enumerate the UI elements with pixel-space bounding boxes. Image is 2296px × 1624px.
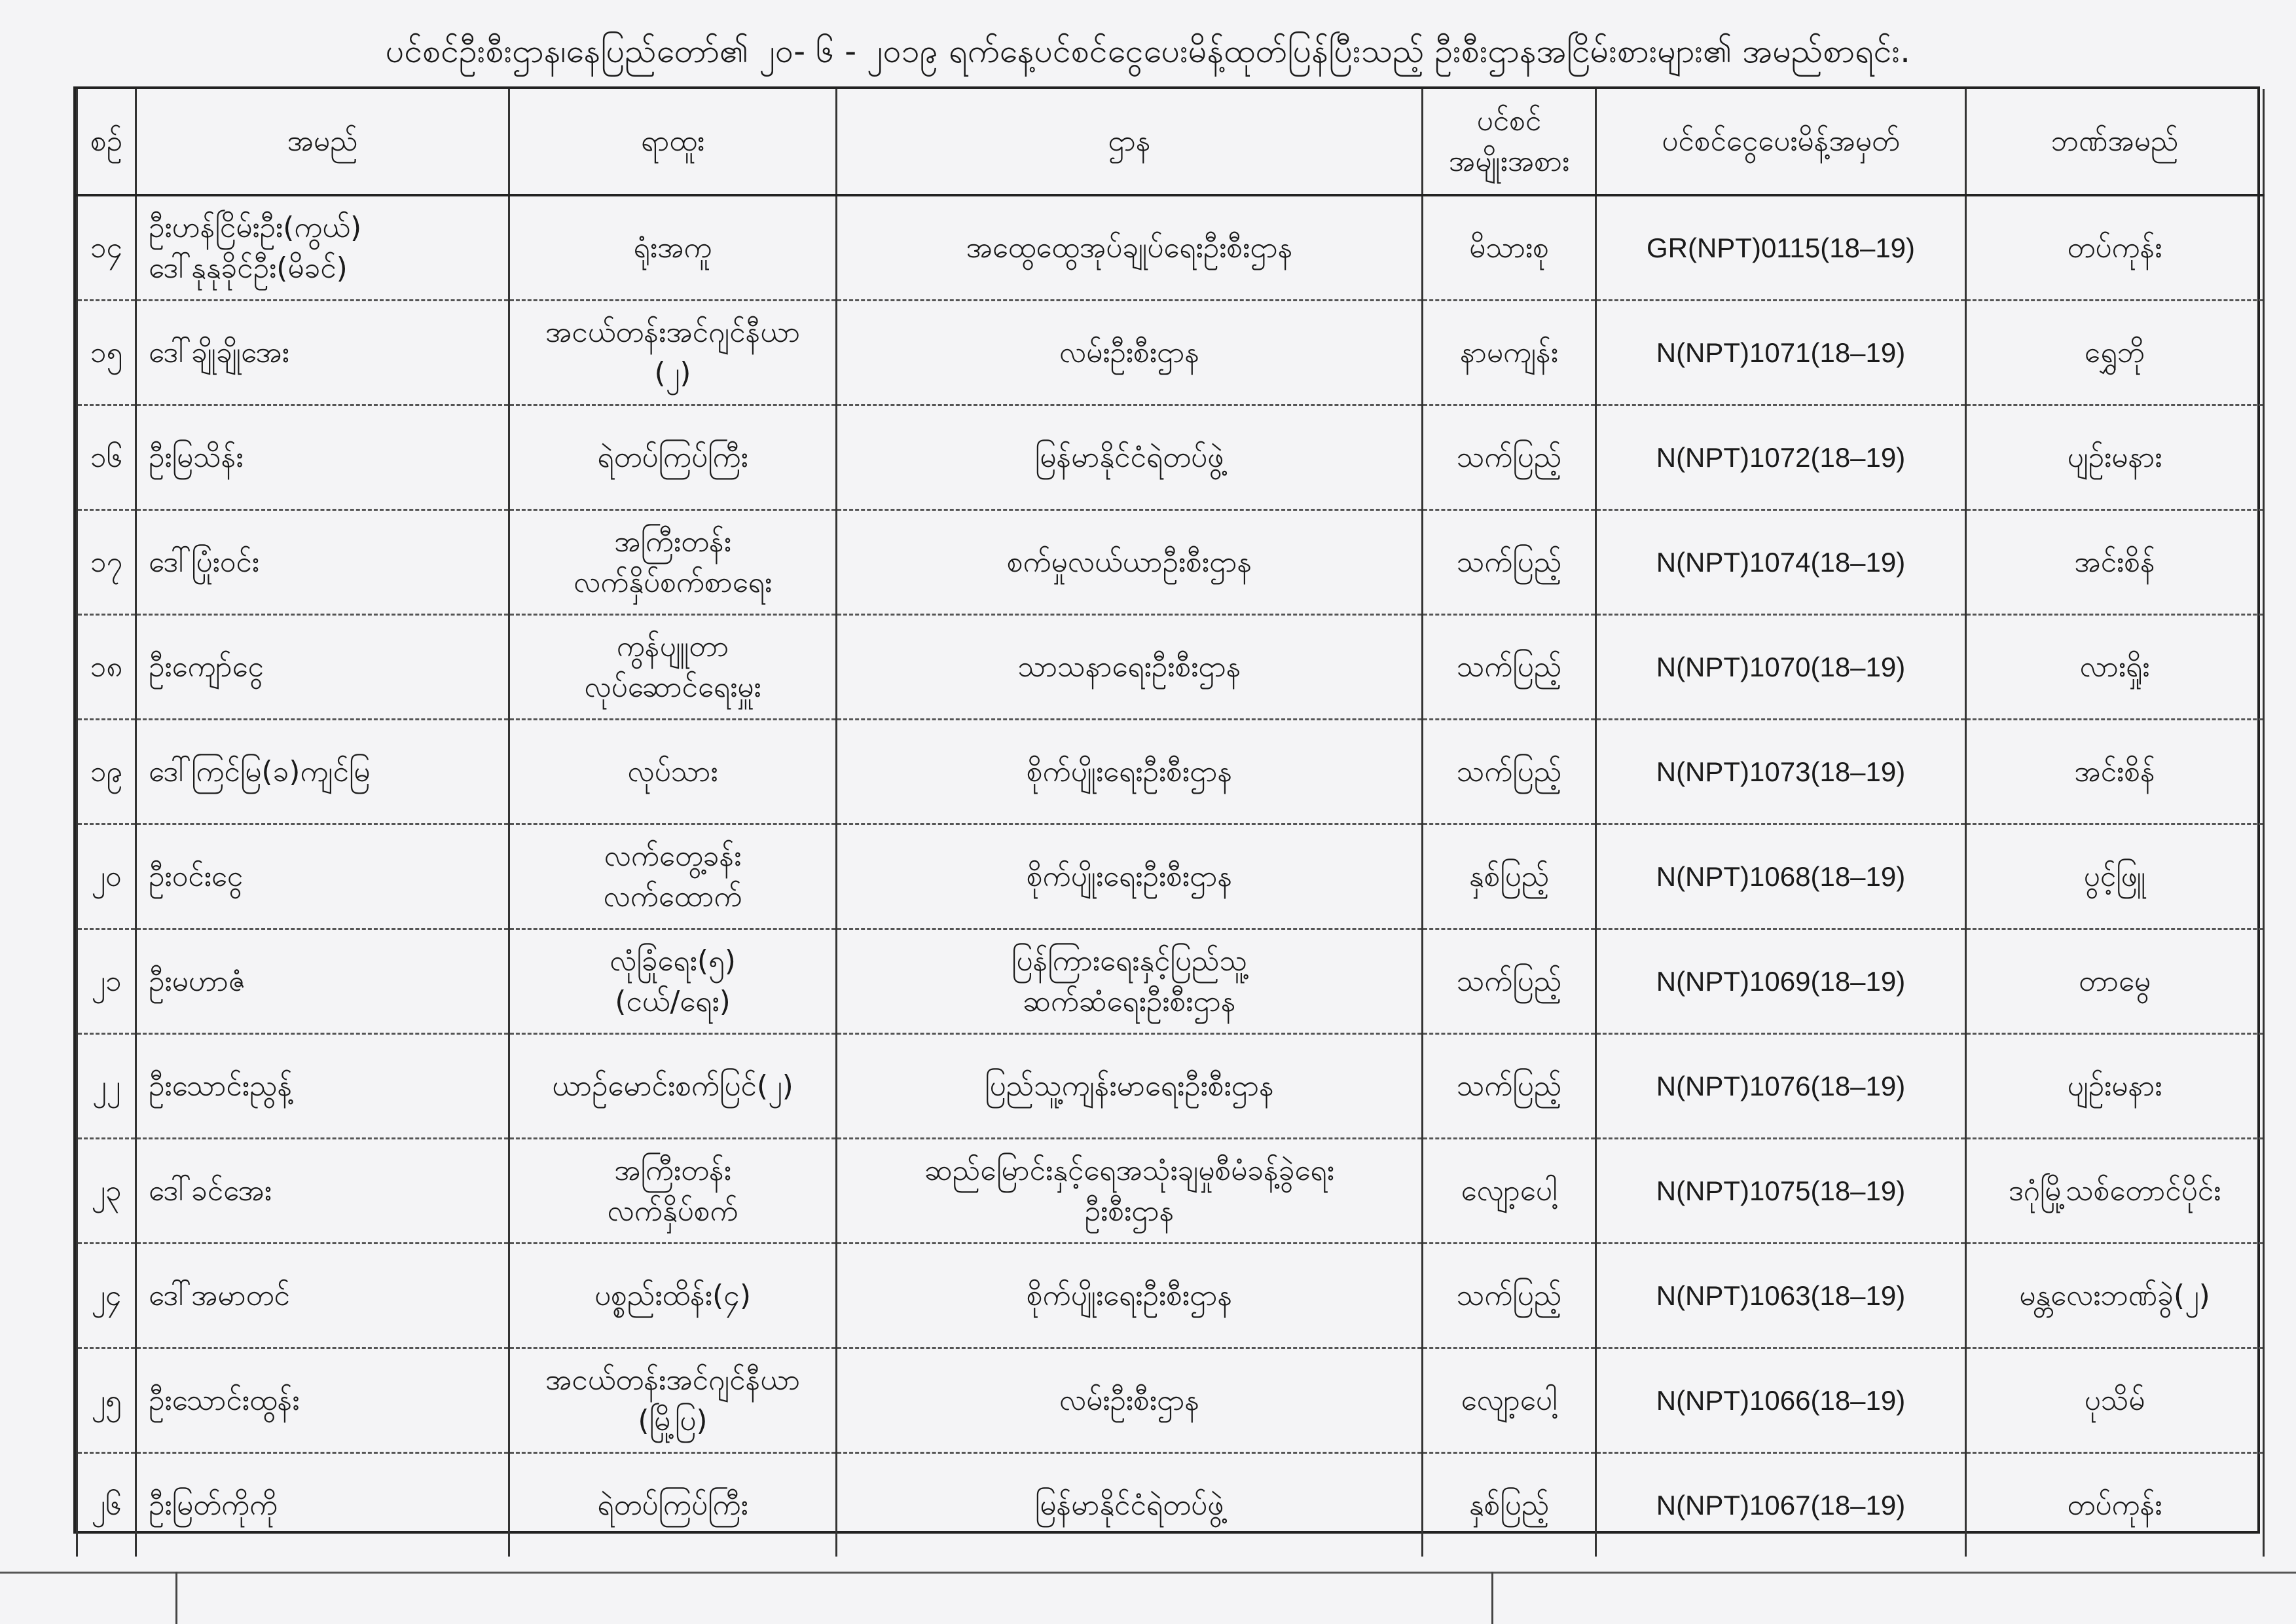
cell-text: ရဲတပ်ကြပ်ကြီး bbox=[597, 440, 748, 474]
cell-text: ၁၈ bbox=[90, 650, 123, 684]
cell-position bbox=[509, 1139, 837, 1244]
cell-text: ရဲတပ်ကြပ်ကြီး bbox=[597, 1488, 748, 1522]
cell-text: မြန်မာနိုင်ငံရဲတပ်ဖွဲ့ bbox=[1034, 440, 1224, 474]
cell-pension-type bbox=[1423, 1348, 1596, 1453]
cell-text: ဦးသောင်းညွန့် bbox=[149, 1069, 293, 1103]
column-header-bank-name bbox=[1966, 89, 2264, 195]
cell-pension-type bbox=[1423, 1034, 1596, 1139]
cell-text: ဦးမြသိန်း bbox=[149, 440, 244, 474]
cell-pension-type bbox=[1423, 1453, 1596, 1557]
cell-text: ဦးမဟာဇံ bbox=[149, 964, 246, 998]
cell-text: ၁၇ bbox=[90, 545, 123, 579]
cell-name bbox=[136, 1348, 509, 1453]
cell-pension-order-number bbox=[1596, 1348, 1966, 1453]
cell-text: ဆည်မြောင်းနှင့်ရေအသုံးချမှုစီမံခန့်ခွဲရေး bbox=[924, 1153, 1334, 1187]
cell-name bbox=[136, 615, 509, 720]
cell-text: တာမွေ bbox=[2079, 964, 2151, 998]
cell-department bbox=[837, 615, 1423, 720]
pension-roster-table bbox=[76, 89, 2265, 1557]
cell-text: လက်ထောက် bbox=[603, 879, 742, 913]
cell-serial-number bbox=[77, 301, 136, 405]
cell-text: N(NPT)1075(18–19) bbox=[1656, 1175, 1906, 1206]
cell-text: (ငယ်/ရေး) bbox=[615, 984, 731, 1018]
cell-text: ပျဉ်းမနား bbox=[2067, 1069, 2162, 1103]
cell-text: ဆက်ဆံရေးဦးစီးဌာန bbox=[1023, 984, 1236, 1018]
cell-text: ၂၁ bbox=[91, 964, 122, 998]
cell-pension-order-number bbox=[1596, 195, 1966, 301]
cell-text: ဦးဝင်းငွေ bbox=[149, 859, 244, 893]
cell-text: ပုသိမ် bbox=[2084, 1383, 2145, 1417]
cell-pension-type bbox=[1423, 824, 1596, 929]
table-row bbox=[77, 195, 2264, 301]
table-header-row bbox=[77, 89, 2264, 195]
cell-pension-type bbox=[1423, 929, 1596, 1034]
cell-position bbox=[509, 301, 837, 405]
cell-pension-type bbox=[1423, 1244, 1596, 1348]
cell-text: ၂၀ bbox=[91, 859, 122, 893]
cell-position bbox=[509, 1244, 837, 1348]
cell-pension-order-number bbox=[1596, 405, 1966, 510]
cell-bank-name bbox=[1966, 510, 2264, 615]
cell-position bbox=[509, 405, 837, 510]
column-header-pension-type bbox=[1423, 89, 1596, 195]
cell-name bbox=[136, 1244, 509, 1348]
table-row bbox=[77, 405, 2264, 510]
cell-bank-name bbox=[1966, 824, 2264, 929]
cell-department bbox=[837, 195, 1423, 301]
cell-text: N(NPT)1076(18–19) bbox=[1656, 1070, 1906, 1101]
cell-pension-type bbox=[1423, 720, 1596, 824]
cell-text: N(NPT)1071(18–19) bbox=[1656, 337, 1906, 368]
cell-name bbox=[136, 824, 509, 929]
column-header-text: ပင်စင် bbox=[1476, 104, 1542, 138]
cell-pension-type bbox=[1423, 301, 1596, 405]
cell-text: ရွှေဘို bbox=[2084, 335, 2145, 369]
cell-pension-order-number bbox=[1596, 720, 1966, 824]
cell-pension-order-number bbox=[1596, 929, 1966, 1034]
table-row bbox=[77, 720, 2264, 824]
cell-text: ပွင့်ဖြူ bbox=[2083, 859, 2146, 893]
cell-bank-name bbox=[1966, 1348, 2264, 1453]
cell-position bbox=[509, 195, 837, 301]
page-bottom-tick bbox=[175, 1572, 177, 1624]
column-header-position bbox=[509, 89, 837, 195]
cell-pension-type bbox=[1423, 1139, 1596, 1244]
cell-serial-number bbox=[77, 1348, 136, 1453]
cell-serial-number bbox=[77, 615, 136, 720]
cell-text: ဒေါ်ပြုံးဝင်း bbox=[149, 545, 259, 579]
cell-pension-type bbox=[1423, 615, 1596, 720]
cell-bank-name bbox=[1966, 301, 2264, 405]
pension-roster-frame bbox=[73, 86, 2260, 1534]
cell-position bbox=[509, 929, 837, 1034]
column-header-text: ဌာန bbox=[1108, 124, 1151, 158]
cell-text: လားရှိုး bbox=[2079, 650, 2150, 684]
cell-text: N(NPT)1067(18–19) bbox=[1656, 1489, 1906, 1521]
cell-text: လမ်းဦးစီးဌာန bbox=[1059, 1383, 1200, 1417]
cell-bank-name bbox=[1966, 1034, 2264, 1139]
cell-department bbox=[837, 720, 1423, 824]
cell-text: ၁၅ bbox=[90, 335, 123, 369]
cell-serial-number bbox=[77, 824, 136, 929]
cell-text: ဒေါ်နုနုခိုင်ဦး(မိခင်) bbox=[149, 251, 348, 285]
cell-text: ရုံးအကူ bbox=[633, 231, 712, 265]
cell-pension-order-number bbox=[1596, 301, 1966, 405]
cell-text: ဒဂုံမြို့သစ်တောင်ပိုင်း bbox=[2008, 1173, 2221, 1208]
cell-text: မိသားစု bbox=[1469, 231, 1549, 265]
cell-pension-order-number bbox=[1596, 824, 1966, 929]
cell-text: ပြည်သူ့ကျန်းမာရေးဦးစီးဌာန bbox=[985, 1069, 1274, 1103]
cell-text: လျော့ပေါ့ bbox=[1461, 1173, 1558, 1208]
column-header-department bbox=[837, 89, 1423, 195]
table-row bbox=[77, 824, 2264, 929]
cell-text: N(NPT)1074(18–19) bbox=[1656, 546, 1906, 578]
cell-text: ၂၂ bbox=[92, 1069, 121, 1103]
cell-bank-name bbox=[1966, 195, 2264, 301]
cell-name bbox=[136, 195, 509, 301]
cell-text: N(NPT)1072(18–19) bbox=[1656, 441, 1906, 473]
table-row bbox=[77, 1244, 2264, 1348]
cell-bank-name bbox=[1966, 1139, 2264, 1244]
table-row bbox=[77, 1348, 2264, 1453]
cell-text: ဒေါ်အမာတင် bbox=[149, 1278, 290, 1312]
table-row bbox=[77, 1453, 2264, 1557]
cell-bank-name bbox=[1966, 1244, 2264, 1348]
cell-pension-order-number bbox=[1596, 510, 1966, 615]
cell-text: စိုက်ပျိုးရေးဦးစီးဌာန bbox=[1026, 754, 1233, 788]
cell-department bbox=[837, 1453, 1423, 1557]
cell-text: လက်နှိပ်စက် bbox=[607, 1194, 738, 1228]
cell-text: ဦးစီးဌာန bbox=[1084, 1194, 1175, 1228]
cell-bank-name bbox=[1966, 615, 2264, 720]
cell-position bbox=[509, 615, 837, 720]
cell-text: (မြို့ပြ) bbox=[638, 1403, 708, 1437]
table-row bbox=[77, 615, 2264, 720]
cell-bank-name bbox=[1966, 1453, 2264, 1557]
cell-department bbox=[837, 824, 1423, 929]
cell-text: (၂) bbox=[654, 356, 691, 390]
cell-position bbox=[509, 824, 837, 929]
cell-text: အငယ်တန်းအင်ဂျင်နီယာ bbox=[545, 315, 801, 349]
cell-name bbox=[136, 301, 509, 405]
cell-text: ၂၄ bbox=[91, 1278, 122, 1312]
cell-text: သက်ပြည့် bbox=[1456, 1069, 1562, 1103]
cell-department bbox=[837, 1244, 1423, 1348]
table-row bbox=[77, 301, 2264, 405]
cell-department bbox=[837, 405, 1423, 510]
cell-text: လုံခြုံရေး(၅) bbox=[610, 944, 736, 978]
cell-serial-number bbox=[77, 1453, 136, 1557]
cell-text: လုပ်ဆောင်ရေးမှူး bbox=[584, 670, 761, 704]
cell-text: သက်ပြည့် bbox=[1456, 1278, 1562, 1312]
column-header-text: ရာထူး bbox=[640, 124, 705, 158]
cell-text: ၁၄ bbox=[90, 231, 123, 265]
cell-position bbox=[509, 1348, 837, 1453]
column-header-text: အမည် bbox=[287, 124, 358, 158]
cell-text: သာသနာရေးဦးစီးဌာန bbox=[1017, 650, 1241, 684]
cell-department bbox=[837, 1034, 1423, 1139]
cell-pension-order-number bbox=[1596, 1453, 1966, 1557]
cell-pension-order-number bbox=[1596, 615, 1966, 720]
cell-text: အင်းစိန် bbox=[2074, 754, 2155, 788]
cell-serial-number bbox=[77, 720, 136, 824]
cell-text: N(NPT)1063(18–19) bbox=[1656, 1280, 1906, 1311]
cell-department bbox=[837, 301, 1423, 405]
cell-text: ကွန်ပျူတာ bbox=[616, 629, 729, 663]
cell-department bbox=[837, 1139, 1423, 1244]
cell-pension-order-number bbox=[1596, 1244, 1966, 1348]
column-header-text: ဘဏ်အမည် bbox=[2050, 124, 2179, 158]
cell-position bbox=[509, 510, 837, 615]
cell-text: ဦးကျော်ငွေ bbox=[149, 650, 264, 684]
page-title: ပင်စင်ဦးစီးဌာန၊နေပြည်တော်၏ ၂၀- ၆ - ၂၀၁၉ ရက်နေ့ပင်စင်ငွေပေးမိန့်ထုတ်ပြန်ပြီးသည့် ဦးစီးဌာနအငြိမ်းစားများ၏ အမည်စာရင်း. bbox=[385, 32, 1911, 70]
cell-text: အကြီးတန်း bbox=[614, 525, 731, 559]
cell-text: ဒေါ်ခင်အေး bbox=[149, 1173, 272, 1208]
cell-text: စိုက်ပျိုးရေးဦးစီးဌာန bbox=[1026, 1278, 1233, 1312]
cell-position bbox=[509, 1034, 837, 1139]
cell-text: အင်းစိန် bbox=[2074, 545, 2155, 579]
cell-pension-order-number bbox=[1596, 1139, 1966, 1244]
cell-text: လက်တွေ့ခန်း bbox=[604, 839, 742, 873]
cell-pension-type bbox=[1423, 195, 1596, 301]
column-header-pension-order-number bbox=[1596, 89, 1966, 195]
cell-department bbox=[837, 1348, 1423, 1453]
cell-text: ၂၅ bbox=[91, 1383, 122, 1417]
table-row bbox=[77, 929, 2264, 1034]
cell-name bbox=[136, 929, 509, 1034]
cell-name bbox=[136, 1453, 509, 1557]
cell-text: ပြန်ကြားရေးနှင့်ပြည်သူ့ bbox=[1011, 944, 1247, 978]
cell-name bbox=[136, 405, 509, 510]
cell-bank-name bbox=[1966, 405, 2264, 510]
cell-serial-number bbox=[77, 1034, 136, 1139]
cell-pension-type bbox=[1423, 405, 1596, 510]
cell-pension-order-number bbox=[1596, 1034, 1966, 1139]
cell-name bbox=[136, 1139, 509, 1244]
cell-text: နှစ်ပြည့် bbox=[1468, 1488, 1550, 1522]
cell-text: နှစ်ပြည့် bbox=[1468, 859, 1550, 893]
cell-text: တပ်ကုန်း bbox=[2067, 231, 2162, 265]
cell-text: သက်ပြည့် bbox=[1456, 650, 1562, 684]
cell-bank-name bbox=[1966, 720, 2264, 824]
cell-name bbox=[136, 720, 509, 824]
cell-text: လျော့ပေါ့ bbox=[1461, 1383, 1558, 1417]
cell-name bbox=[136, 510, 509, 615]
cell-text: ပျဉ်းမနား bbox=[2067, 440, 2162, 474]
cell-text: အငယ်တန်းအင်ဂျင်နီယာ bbox=[545, 1363, 801, 1397]
cell-text: N(NPT)1069(18–19) bbox=[1656, 965, 1906, 997]
cell-text: ဦးမြတ်ကိုကို bbox=[149, 1488, 278, 1522]
cell-serial-number bbox=[77, 1139, 136, 1244]
cell-bank-name bbox=[1966, 929, 2264, 1034]
cell-text: GR(NPT)0115(18–19) bbox=[1646, 232, 1916, 263]
table-row bbox=[77, 1034, 2264, 1139]
cell-text: မန္တလေးဘဏ်ခွဲ(၂) bbox=[2019, 1278, 2210, 1312]
cell-text: ဦးဟန်ငြိမ်းဦး(ကွယ်) bbox=[149, 210, 362, 244]
cell-pension-type bbox=[1423, 510, 1596, 615]
cell-text: လက်နှိပ်စက်စာရေး bbox=[573, 565, 773, 599]
cell-text: N(NPT)1073(18–19) bbox=[1656, 756, 1906, 787]
column-header-text: အမျိုးအစား bbox=[1448, 145, 1570, 178]
cell-name bbox=[136, 1034, 509, 1139]
cell-text: စက်မှုလယ်ယာဦးစီးဌာန bbox=[1006, 545, 1252, 579]
cell-text: လုပ်သား bbox=[627, 754, 718, 788]
cell-text: ၁၉ bbox=[90, 754, 123, 788]
cell-serial-number bbox=[77, 195, 136, 301]
column-header-text: ပင်စင်ငွေပေးမိန့်အမှတ် bbox=[1662, 124, 1900, 158]
table-body bbox=[77, 195, 2264, 1557]
cell-text: သက်ပြည့် bbox=[1456, 440, 1562, 474]
cell-text: ပစ္စည်းထိန်း(၄) bbox=[594, 1278, 752, 1312]
cell-text: ၁၆ bbox=[90, 440, 123, 474]
cell-text: N(NPT)1066(18–19) bbox=[1656, 1384, 1906, 1416]
cell-serial-number bbox=[77, 1244, 136, 1348]
page-bottom-tick bbox=[1491, 1572, 1493, 1624]
cell-serial-number bbox=[77, 929, 136, 1034]
cell-text: ဒေါ်ကြင်မြ(ခ)ကျင်မြ bbox=[149, 754, 371, 788]
table-row bbox=[77, 1139, 2264, 1244]
cell-text: ဦးသောင်းထွန်း bbox=[149, 1383, 300, 1417]
table-row bbox=[77, 510, 2264, 615]
cell-text: ၂၃ bbox=[91, 1173, 122, 1208]
cell-text: ၂၆ bbox=[91, 1488, 122, 1522]
cell-department bbox=[837, 510, 1423, 615]
cell-text: တပ်ကုန်း bbox=[2067, 1488, 2162, 1522]
cell-text: ယာဉ်မောင်းစက်ပြင်(၂) bbox=[552, 1069, 793, 1103]
cell-serial-number bbox=[77, 510, 136, 615]
column-header-name bbox=[136, 89, 509, 195]
cell-serial-number bbox=[77, 405, 136, 510]
column-header-serial-number bbox=[77, 89, 136, 195]
cell-text: လမ်းဦးစီးဌာန bbox=[1059, 335, 1200, 369]
cell-text: အထွေထွေအုပ်ချုပ်ရေးဦးစီးဌာန bbox=[966, 231, 1293, 265]
column-header-text: စဉ် bbox=[90, 124, 123, 158]
page-bottom-rule bbox=[0, 1572, 2296, 1574]
cell-text: သက်ပြည့် bbox=[1456, 964, 1562, 998]
cell-text: သက်ပြည့် bbox=[1456, 545, 1562, 579]
cell-text: ဒေါ်ချိုချိုအေး bbox=[149, 335, 289, 369]
cell-text: သက်ပြည့် bbox=[1456, 754, 1562, 788]
cell-text: N(NPT)1070(18–19) bbox=[1656, 651, 1906, 682]
cell-text: မြန်မာနိုင်ငံရဲတပ်ဖွဲ့ bbox=[1034, 1488, 1224, 1522]
cell-text: စိုက်ပျိုးရေးဦးစီးဌာန bbox=[1026, 859, 1233, 893]
cell-text: အကြီးတန်း bbox=[614, 1153, 731, 1187]
cell-position bbox=[509, 1453, 837, 1557]
cell-text: N(NPT)1068(18–19) bbox=[1656, 860, 1906, 892]
cell-text: နာမကျန်း bbox=[1460, 335, 1558, 369]
cell-position bbox=[509, 720, 837, 824]
cell-department bbox=[837, 929, 1423, 1034]
